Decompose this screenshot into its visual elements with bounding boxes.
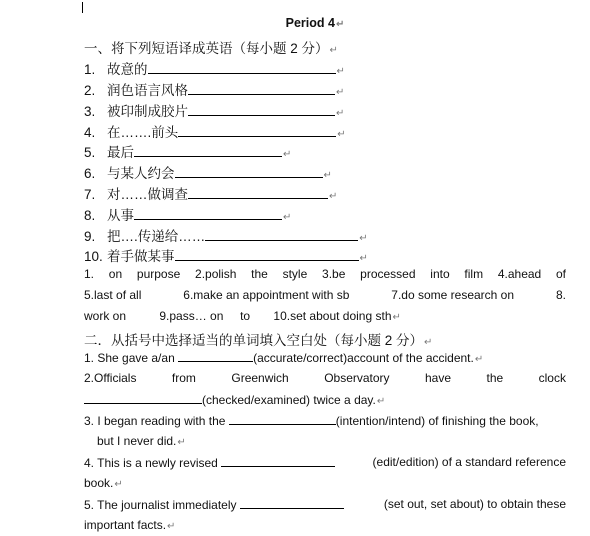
answer-blank[interactable] <box>229 413 336 425</box>
answer-key-line-3 <box>84 309 566 323</box>
question-4-line-1 <box>84 455 566 470</box>
item-number: 5. <box>84 145 96 160</box>
paragraph-mark-icon: ↵ <box>177 437 186 448</box>
answer-blank[interactable] <box>188 82 335 95</box>
text-cursor <box>82 2 83 13</box>
question-2-line-2 <box>84 392 566 407</box>
question-word: Greenwich <box>231 371 289 385</box>
item-number: 1. <box>84 62 96 77</box>
item-text: 着手做某事 <box>107 249 175 264</box>
question-text: 1. She gave a/an <box>84 351 179 365</box>
question-text: 3. I began reading with the <box>84 414 229 428</box>
question-text: 5. The journalist immediately <box>84 498 240 512</box>
answer-text: 5.last of all <box>84 288 142 302</box>
question-1 <box>84 350 566 365</box>
question-text: (intention/intend) of finishing the book, <box>335 414 539 428</box>
paragraph-mark-icon: ↵ <box>336 66 345 77</box>
item-text: 最后 <box>107 145 134 160</box>
paragraph-mark-icon: ↵ <box>283 149 292 160</box>
paragraph-mark-icon: ↵ <box>283 212 292 223</box>
question-5-line-1 <box>84 497 566 512</box>
question-word: the <box>486 371 504 385</box>
answer-blank[interactable] <box>240 497 344 509</box>
item-number: 6. <box>84 166 96 181</box>
list-item <box>84 79 344 99</box>
paragraph-mark-icon: ↵ <box>329 45 338 56</box>
answer-blank[interactable] <box>221 455 335 467</box>
item-text: 对……做调查 <box>107 187 188 202</box>
question-text: but I never did. <box>97 434 177 448</box>
page-title <box>0 16 590 30</box>
list-item <box>84 141 291 161</box>
question-text: (edit/edition) of a standard reference <box>372 455 566 469</box>
item-text: 在…….前头 <box>107 125 179 140</box>
paragraph-mark-icon: ↵ <box>474 354 484 365</box>
paragraph-mark-icon: ↵ <box>323 170 332 181</box>
answer-blank[interactable] <box>175 165 323 178</box>
paragraph-mark-icon: ↵ <box>336 108 345 119</box>
answer-text: 8. <box>555 288 566 302</box>
answer-blank[interactable] <box>178 124 336 137</box>
question-text: (checked/examined) twice a day. <box>202 393 376 407</box>
paragraph-mark-icon: ↵ <box>336 87 345 98</box>
answer-blank[interactable] <box>205 228 358 241</box>
item-number: 3. <box>84 104 96 119</box>
list-item <box>84 121 346 141</box>
question-text: (accurate/correct)account of the accident. <box>253 351 474 365</box>
list-item <box>84 162 332 182</box>
item-number: 10. <box>84 249 103 264</box>
paragraph-mark-icon: ↵ <box>359 253 368 264</box>
item-number: 9. <box>84 229 96 244</box>
answer-blank[interactable] <box>175 248 359 261</box>
answer-blank[interactable] <box>84 392 202 404</box>
paragraph-mark-icon: ↵ <box>114 479 123 490</box>
question-word: have <box>425 371 452 385</box>
answer-key-line-1: 1. on purpose 2.polish the style 3.be processed into film 4.ahead of <box>84 267 566 281</box>
question-2-line-1 <box>84 371 566 385</box>
paragraph-mark-icon: ↵ <box>359 233 368 244</box>
item-text: 故意的 <box>107 62 148 77</box>
answer-blank[interactable] <box>134 207 282 220</box>
list-item <box>84 245 368 265</box>
section-heading-2-text: 二．从括号中选择适当的单词填入空白处（每小题 2 分） <box>84 333 424 348</box>
paragraph-mark-icon: ↵ <box>376 396 386 407</box>
section-heading-2 <box>84 329 432 349</box>
answer-blank[interactable] <box>178 350 253 362</box>
list-item <box>84 100 344 120</box>
item-text: 从事 <box>107 208 134 223</box>
answer-text: 6.make an appointment with sb <box>183 288 350 302</box>
paragraph-mark-icon: ↵ <box>329 191 338 202</box>
list-item <box>84 183 337 203</box>
paragraph-mark-icon: ↵ <box>424 337 433 348</box>
answer-text: 7.do some research on <box>391 288 515 302</box>
list-item <box>84 225 368 245</box>
item-number: 2. <box>84 83 96 98</box>
paragraph-mark-icon: ↵ <box>337 129 346 140</box>
item-text: 被印制成胶片 <box>107 104 188 119</box>
question-3-line-2 <box>97 434 186 448</box>
paragraph-mark-icon: ↵ <box>392 312 401 323</box>
item-number: 8. <box>84 208 96 223</box>
question-word: clock <box>538 371 566 385</box>
paragraph-mark-icon: ↵ <box>167 521 176 532</box>
question-text: 4. This is a newly revised <box>84 456 222 470</box>
answer-text: work on 9.pass… on to 10.set about doing sth <box>84 309 392 323</box>
question-4-line-2 <box>84 476 566 490</box>
question-3-line-1 <box>84 413 566 428</box>
item-text: 润色语言风格 <box>107 83 188 98</box>
question-5-line-2 <box>84 518 566 532</box>
item-text: 把….传递给…… <box>107 229 206 244</box>
answer-key-line-2 <box>84 288 566 302</box>
answer-blank[interactable] <box>148 61 336 74</box>
question-text: important facts. <box>84 518 167 532</box>
question-text: book. <box>84 476 114 490</box>
list-item <box>84 58 345 78</box>
item-text: 与某人约会 <box>107 166 175 181</box>
item-number: 4. <box>84 125 96 140</box>
paragraph-mark-icon: ↵ <box>335 19 345 30</box>
item-number: 7. <box>84 187 96 202</box>
list-item <box>84 204 291 224</box>
question-word: 2.Officials <box>84 371 137 385</box>
question-word: Observatory <box>324 371 390 385</box>
answer-blank[interactable] <box>188 103 335 116</box>
title-text: Period 4 <box>285 16 335 30</box>
question-word: from <box>171 371 196 385</box>
answer-blank[interactable] <box>134 144 282 157</box>
section-heading-1-text: 一、将下列短语译成英语（每小题 2 分） <box>84 41 329 56</box>
section-heading-1 <box>84 37 338 57</box>
answer-blank[interactable] <box>188 186 328 199</box>
question-text: (set out, set about) to obtain these <box>383 497 566 511</box>
